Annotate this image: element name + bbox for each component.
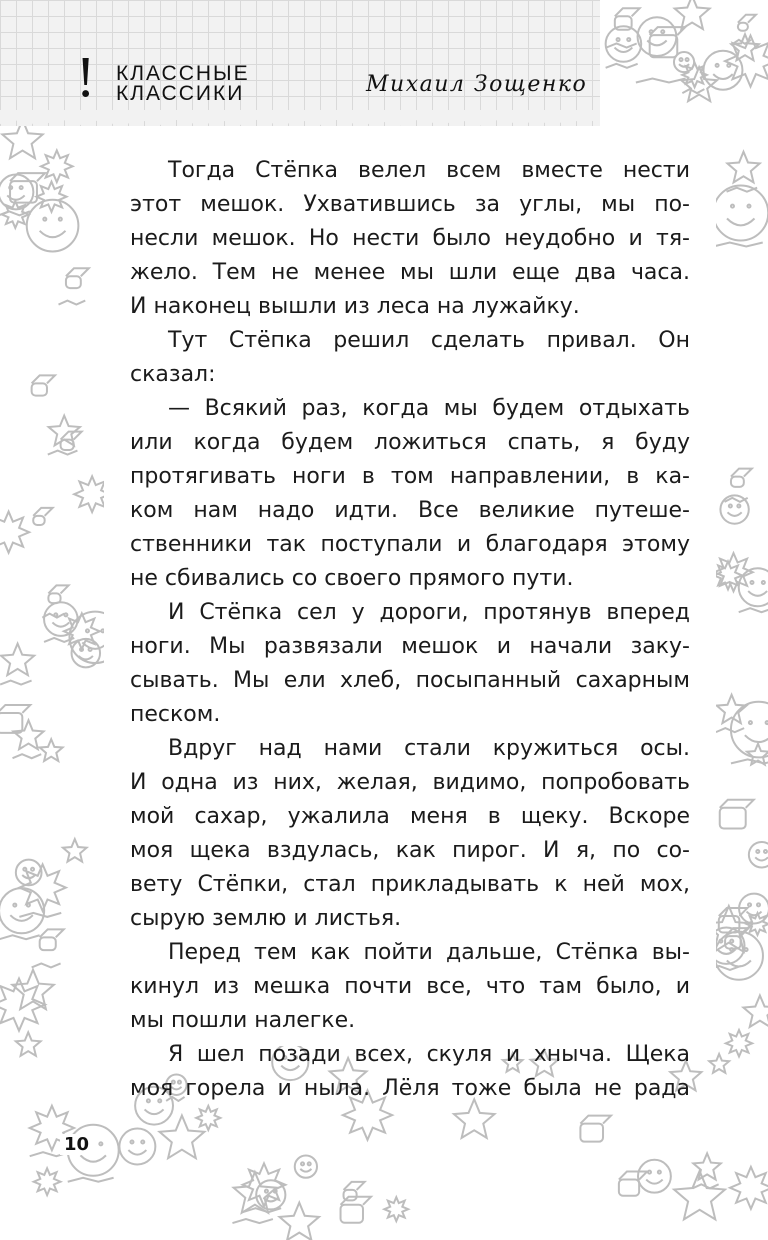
text-line: И наконец вышли из леса на лужайку. (130, 294, 580, 319)
page-number: 10 (60, 1134, 93, 1155)
body-text (130, 154, 690, 1106)
series-title (116, 64, 250, 104)
text-line: протягивать ноги в том направлении, в ка- (130, 464, 690, 489)
text-line: вету Стёпки, стал прикладывать к ней мох, (130, 872, 690, 897)
text-line: жело. Тем не менее мы шли еще два часа. (130, 260, 690, 285)
text-line: Тогда Стёпка велел всем вместе нести (168, 158, 690, 183)
paragraph (130, 1038, 690, 1106)
text-line: Перед тем как пойти дальше, Стёпка вы- (168, 940, 690, 965)
paragraph (130, 732, 690, 936)
text-line: ноги. Мы развязали мешок и начали заку- (130, 634, 690, 659)
author-name: Михаил Зощенко (366, 72, 588, 97)
text-line: этот мешок. Ухватившись за углы, мы по- (130, 192, 690, 217)
paragraph (130, 154, 690, 324)
text-line: моя щека вздулась, как пирог. И я, по со- (130, 838, 690, 863)
paragraph (130, 596, 690, 732)
text-line: кинул из мешка почти все, что там было, и (130, 974, 690, 999)
text-line: Вдруг над нами стали кружиться осы. (168, 736, 690, 761)
text-line: ком нам надо идти. Все великие путеше- (130, 498, 690, 523)
header-band (0, 0, 600, 126)
text-line: сырую землю и листья. (130, 906, 402, 931)
text-line: ственники так поступали и благодаря этому (130, 532, 690, 557)
text-line: Тут Стёпка решил сделать привал. Он (168, 328, 690, 353)
text-line: — Всякий раз, когда мы будем отдыхать (168, 396, 690, 421)
text-line: сказал: (130, 362, 216, 387)
text-line: мой сахар, ужалила меня в щеку. Вскоре (130, 804, 690, 829)
text-line: мы пошли налегке. (130, 1008, 356, 1033)
text-line: песком. (130, 702, 221, 727)
text-line: или когда будем ложиться спать, я буду (130, 430, 690, 455)
series-title-line-2: КЛАССИКИ (116, 82, 245, 105)
text-line: не сбивались со своего прямого пути. (130, 566, 574, 591)
series-title-line-1: КЛАССНЫЕ (116, 62, 250, 85)
text-line: И одна из них, желая, видимо, попробовать (130, 770, 690, 795)
text-line: несли мешок. Но нести было неудобно и тя- (130, 226, 690, 251)
series-exclamation-mark: ! (76, 44, 96, 109)
text-line: моя горела и ныла. Лёля тоже была не рада (130, 1076, 690, 1101)
paragraph (130, 936, 690, 1038)
text-line: Я шел позади всех, скуля и хныча. Щека (168, 1042, 690, 1067)
paragraph (130, 392, 690, 596)
text-line: сывать. Мы ели хлеб, посыпанный сахарным (130, 668, 690, 693)
paragraph (130, 324, 690, 392)
text-line: И Стёпка сел у дороги, протянув вперед (168, 600, 690, 625)
